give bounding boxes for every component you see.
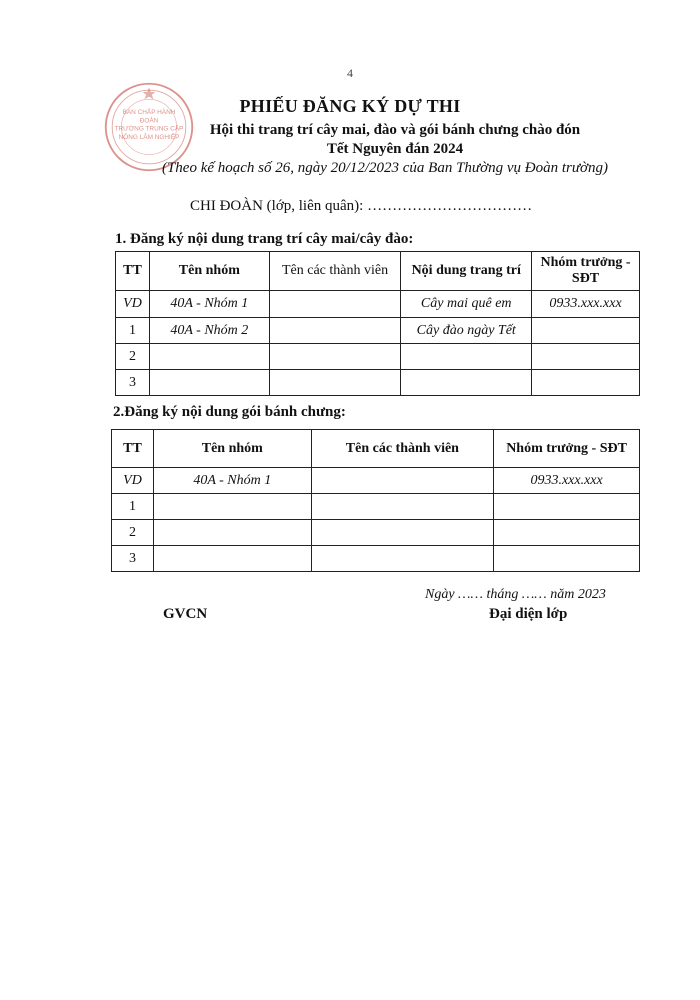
svg-text:NÔNG LÂM NGHIỆP: NÔNG LÂM NGHIỆP — [118, 133, 180, 141]
table-header-row — [112, 430, 640, 468]
table-cell: 3 — [116, 370, 150, 396]
table-cell: VD — [112, 468, 154, 494]
column-header: Tên các thành viên — [311, 430, 494, 468]
contest-name: Hội thi trang trí cây mai, đào và gói bánh chưng chào đón — [209, 122, 581, 138]
table-cell: Cây mai quê em — [401, 291, 532, 318]
date-line: Ngày …… tháng …… năm 2023 — [425, 587, 606, 602]
table-cell — [532, 344, 640, 370]
table-cell: Cây đào ngày Tết — [401, 318, 532, 344]
svg-text:ĐOÀN: ĐOÀN — [139, 117, 159, 125]
table-cell — [153, 494, 311, 520]
table-cell — [149, 344, 269, 370]
section1-heading: 1. Đăng ký nội dung trang trí cây mai/cây đào: — [115, 231, 414, 247]
table-cell: 3 — [112, 546, 154, 572]
column-header: Tên nhóm — [149, 252, 269, 291]
table-cell — [311, 468, 494, 494]
table-row — [116, 291, 640, 318]
table-row — [112, 468, 640, 494]
signature-class-representative: Đại diện lớp — [489, 606, 568, 622]
table-cell — [269, 370, 401, 396]
table-cell: 2 — [116, 344, 150, 370]
section2-heading: 2.Đăng ký nội dung gói bánh chưng: — [113, 404, 346, 420]
table-cell — [311, 520, 494, 546]
plan-reference: (Theo kế hoạch số 26, ngày 20/12/2023 của Ban Thường vụ Đoàn trường) — [161, 160, 609, 176]
column-header: TT — [116, 252, 150, 291]
column-header: Nội dung trang trí — [401, 252, 532, 291]
table-cell — [153, 520, 311, 546]
table-row — [116, 318, 640, 344]
table-header-row — [116, 252, 640, 291]
svg-text:BAN CHẤP HÀNH: BAN CHẤP HÀNH — [122, 109, 176, 117]
signature-gvcn: GVCN — [163, 606, 208, 622]
table-cell — [269, 318, 401, 344]
table-cell — [494, 520, 640, 546]
table-cell — [532, 370, 640, 396]
column-header: TT — [112, 430, 154, 468]
table-row — [112, 546, 640, 572]
page-number: 4 — [347, 66, 353, 80]
table-cell — [494, 546, 640, 572]
chi-doan-field: CHI ĐOÀN (lớp, liên quân): …………………………… — [190, 198, 533, 214]
table-cell: 0933.xxx.xxx — [532, 291, 640, 318]
decoration-registration-table — [115, 251, 640, 396]
table-cell: 40A - Nhóm 2 — [149, 318, 269, 344]
column-header: Tên các thành viên — [269, 252, 401, 291]
table-cell — [401, 344, 532, 370]
table-cell — [532, 318, 640, 344]
table-cell — [494, 494, 640, 520]
table-cell: VD — [116, 291, 150, 318]
table-row — [116, 370, 640, 396]
table-cell — [311, 546, 494, 572]
contest-occasion: Tết Nguyên đán 2024 — [326, 141, 464, 157]
table-cell: 0933.xxx.xxx — [494, 468, 640, 494]
table-cell: 2 — [112, 520, 154, 546]
svg-text:TRƯỜNG TRUNG CẤP: TRƯỜNG TRUNG CẤP — [114, 125, 184, 133]
banh-chung-registration-table — [111, 429, 640, 572]
table-cell — [269, 291, 401, 318]
table-cell — [153, 546, 311, 572]
table-cell — [269, 344, 401, 370]
table-row — [112, 494, 640, 520]
table-cell — [311, 494, 494, 520]
table-cell: 1 — [116, 318, 150, 344]
table-row — [116, 344, 640, 370]
table-row — [112, 520, 640, 546]
table-cell: 40A - Nhóm 1 — [153, 468, 311, 494]
column-header: Nhóm trưởng - SĐT — [494, 430, 640, 468]
table-cell — [149, 370, 269, 396]
table-cell: 1 — [112, 494, 154, 520]
column-header: Nhóm trưởng - SĐT — [532, 252, 640, 291]
form-title: PHIẾU ĐĂNG KÝ DỰ THI — [239, 96, 461, 116]
column-header: Tên nhóm — [153, 430, 311, 468]
table-cell: 40A - Nhóm 1 — [149, 291, 269, 318]
table-cell — [401, 370, 532, 396]
